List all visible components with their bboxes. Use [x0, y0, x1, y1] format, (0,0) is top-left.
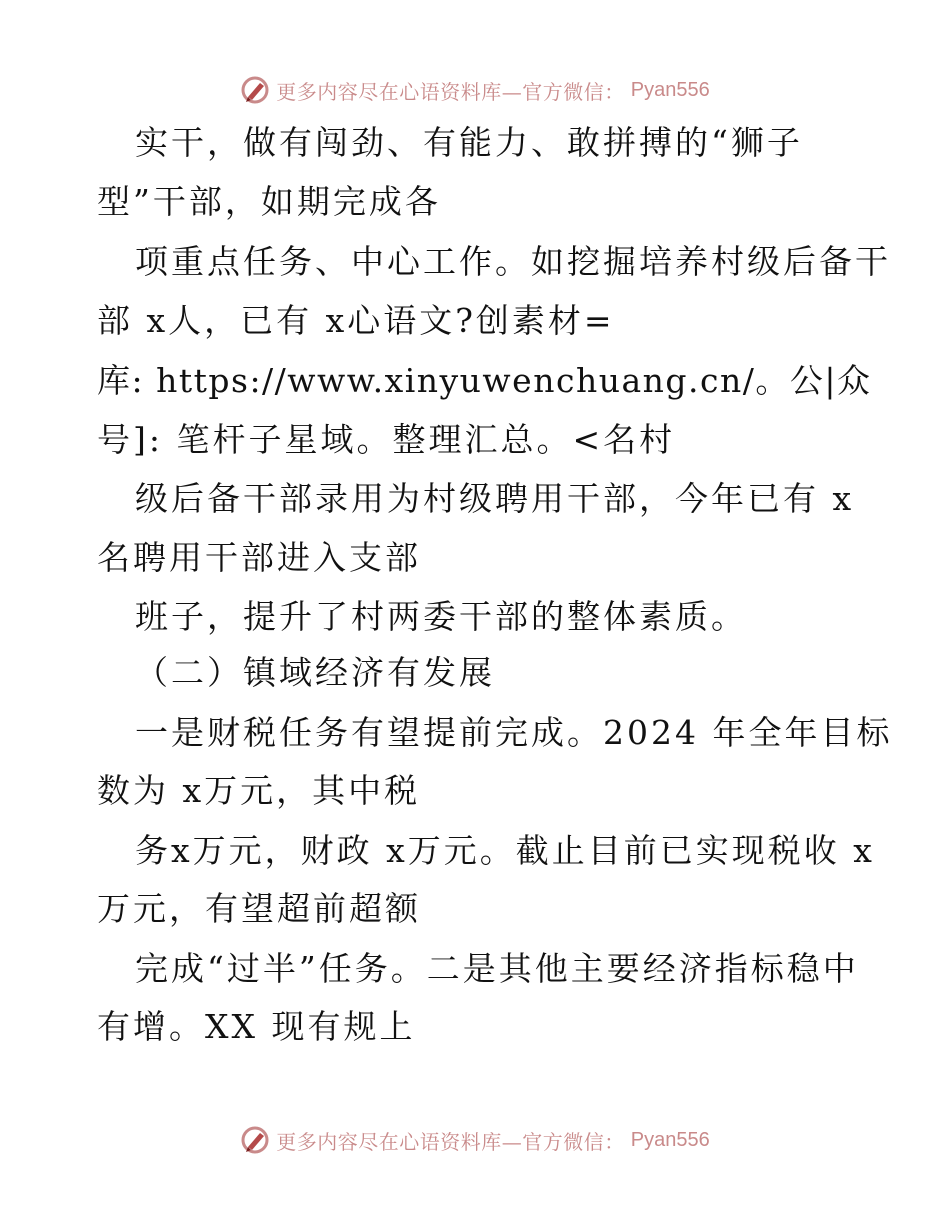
body-line: 级后备干部录用为村级聘用干部，今年已有 x — [135, 479, 855, 518]
body-line: 完成“过半”任务。二是其他主要经济指标稳中 — [135, 949, 859, 988]
section-heading: （二）镇域经济有发展 — [135, 653, 495, 692]
banner-wechat-id: Pyan556 — [630, 78, 710, 101]
pen-in-circle-icon — [240, 75, 270, 105]
footer-banner — [0, 1120, 950, 1160]
body-line: 一是财税任务有望提前完成。2024 年全年目标 — [135, 713, 893, 752]
body-line: 库: https://www.xinyuwenchuang.cn/。公|众 — [97, 361, 872, 400]
body-line: 班子，提升了村两委干部的整体素质。 — [135, 597, 747, 636]
body-line: 实干，做有闯劲、有能力、敢拼搏的“狮子 — [135, 123, 803, 162]
body-line: 型”干部，如期完成各 — [97, 182, 441, 221]
header-banner — [0, 70, 950, 110]
body-line: 万元，有望超前超额 — [97, 889, 421, 928]
body-line: 务x万元，财政 x万元。截止目前已实现税收 x — [135, 831, 875, 870]
body-line: 有增。XX 现有规上 — [97, 1007, 416, 1046]
pen-in-circle-icon — [240, 1125, 270, 1155]
banner-text: 更多内容尽在心语资料库—官方微信： — [276, 1129, 625, 1154]
body-line: 数为 x万元，其中税 — [97, 771, 421, 810]
body-line: 项重点任务、中心工作。如挖掘培养村级后备干 — [135, 242, 891, 281]
banner-text: 更多内容尽在心语资料库—官方微信： — [276, 79, 625, 104]
body-line: 部 x人，已有 x心语文?创素材= — [97, 301, 615, 340]
banner-wechat-id: Pyan556 — [630, 1128, 710, 1151]
body-line: 名聘用干部进入支部 — [97, 538, 421, 577]
body-line: 号]: 笔杆子星域。整理汇总。<名村 — [97, 420, 676, 459]
